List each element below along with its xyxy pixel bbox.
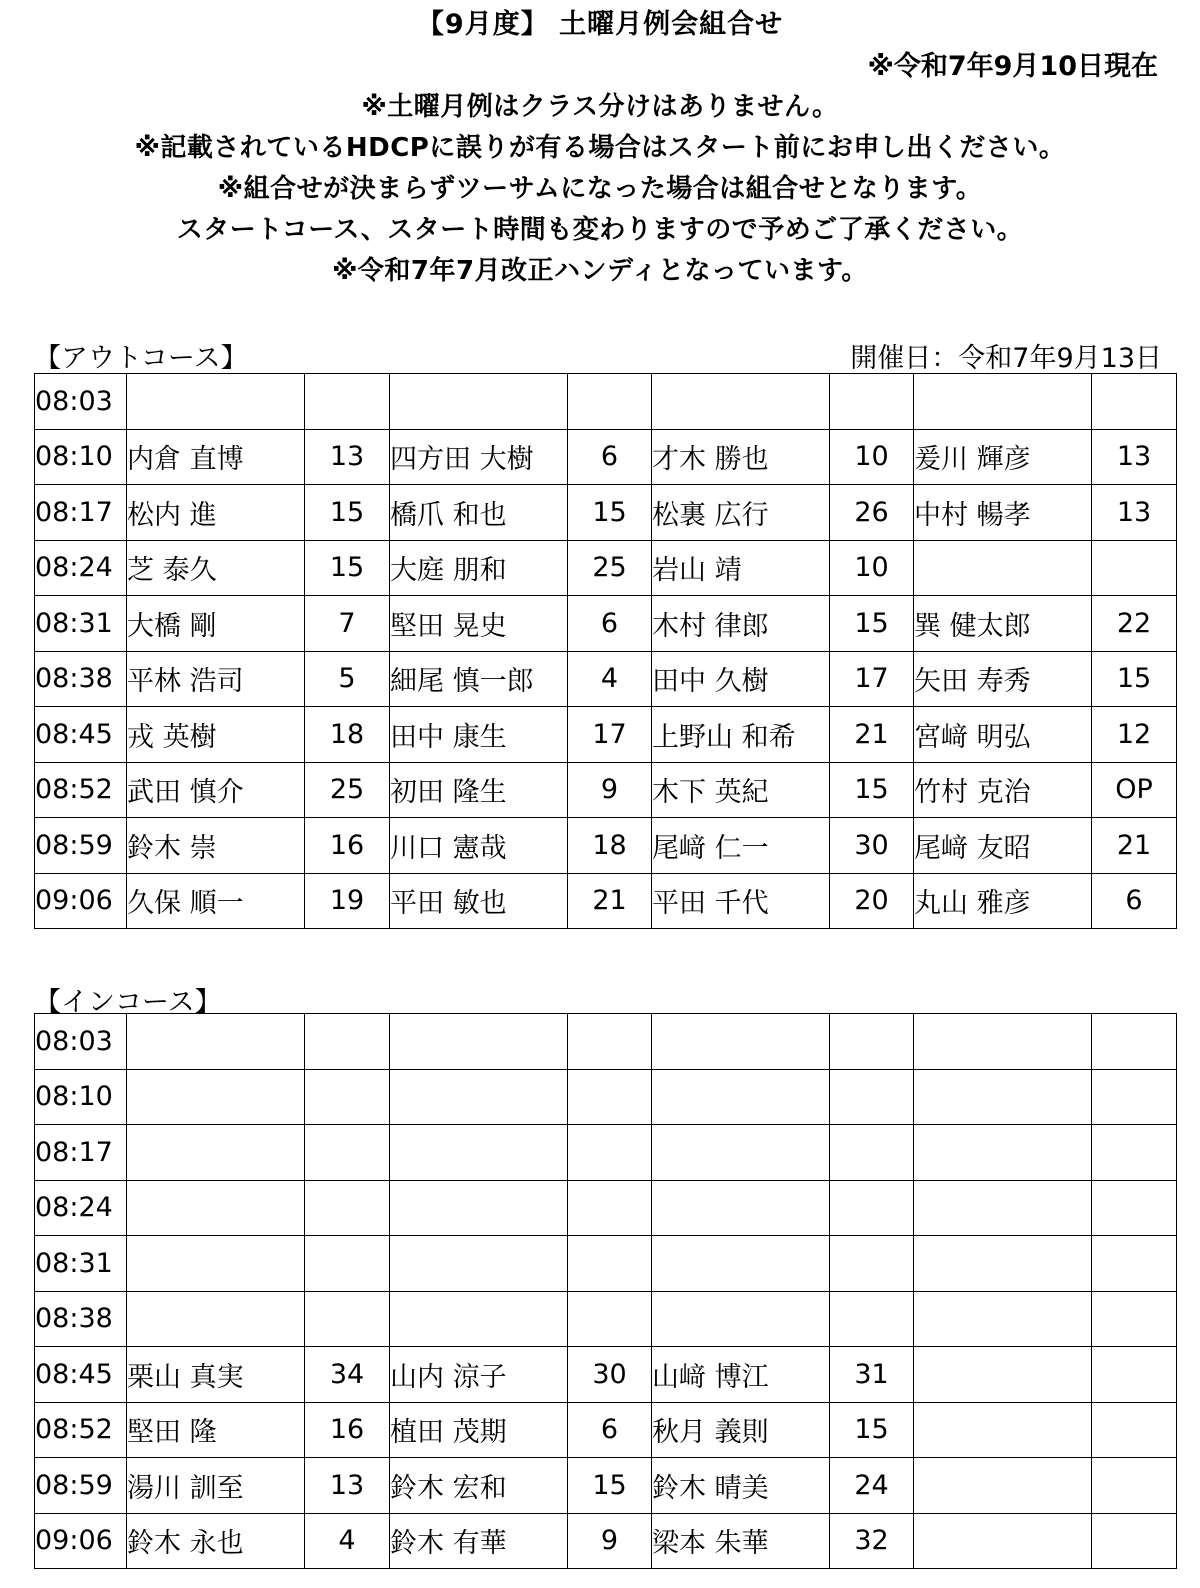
player-name [652,1291,830,1347]
player-hdcp: 26 [830,485,914,541]
table-row [35,1180,1177,1236]
tee-time: 08:17 [35,485,127,541]
player-hdcp [568,1236,652,1292]
tee-time: 08:59 [35,818,127,874]
player-name: 岩山 靖 [652,540,830,596]
player-hdcp: 24 [830,1458,914,1514]
tee-time: 08:45 [35,707,127,763]
tee-time: 08:17 [35,1125,127,1181]
player-hdcp: 6 [568,596,652,652]
player-name [914,1014,1092,1070]
player-hdcp [830,1125,914,1181]
player-hdcp [1092,1402,1177,1458]
player-hdcp: 6 [568,1402,652,1458]
player-name [914,1347,1092,1403]
player-hdcp [1092,1513,1177,1569]
player-name [127,1125,305,1181]
player-hdcp: 18 [568,818,652,874]
player-name: 矢田 寿秀 [914,651,1092,707]
tee-time: 08:31 [35,596,127,652]
player-hdcp: 9 [568,1513,652,1569]
player-name [914,1513,1092,1569]
player-name: 大橋 剛 [127,596,305,652]
player-name: 平田 敏也 [390,873,568,929]
player-hdcp [568,374,652,430]
table-row [35,1402,1177,1458]
player-hdcp [830,1236,914,1292]
player-hdcp: 32 [830,1513,914,1569]
tee-time: 08:24 [35,1180,127,1236]
table-row [35,1014,1177,1070]
table-row [35,651,1177,707]
player-hdcp [305,1180,390,1236]
player-name [914,1236,1092,1292]
player-hdcp: 30 [568,1347,652,1403]
player-hdcp: 13 [1092,429,1177,485]
player-name: 爰川 輝彦 [914,429,1092,485]
player-name: 川口 憲哉 [390,818,568,874]
tee-time: 08:38 [35,651,127,707]
as-of-date: ※令和7年9月10日現在 [867,51,1158,82]
player-name [127,1291,305,1347]
player-hdcp [568,1069,652,1125]
table-row [35,1236,1177,1292]
player-name: 内倉 直博 [127,429,305,485]
player-name: 尾﨑 友昭 [914,818,1092,874]
player-name: 巽 健太郎 [914,596,1092,652]
note-line: スタートコース、スタート時間も変わりますので予めご了承ください。 [176,215,1024,245]
player-name [914,1458,1092,1514]
tee-time: 08:03 [35,374,127,430]
table-row [35,762,1177,818]
player-hdcp [305,1236,390,1292]
player-name: 久保 順一 [127,873,305,929]
player-name: 湯川 訓至 [127,1458,305,1514]
player-name [390,1236,568,1292]
player-hdcp [1092,1236,1177,1292]
player-hdcp: 10 [830,429,914,485]
player-name: 植田 茂期 [390,1402,568,1458]
player-name: 芝 泰久 [127,540,305,596]
tee-time: 08:31 [35,1236,127,1292]
player-hdcp: 13 [305,429,390,485]
player-name: 竹村 克治 [914,762,1092,818]
player-name: 平田 千代 [652,873,830,929]
player-hdcp: 22 [1092,596,1177,652]
player-hdcp [830,1291,914,1347]
player-hdcp: 4 [568,651,652,707]
player-hdcp [305,1014,390,1070]
player-hdcp [568,1291,652,1347]
player-hdcp: 15 [305,485,390,541]
tee-time: 08:52 [35,1402,127,1458]
player-name [390,1180,568,1236]
player-name [127,1236,305,1292]
player-hdcp: 15 [830,762,914,818]
player-name [127,374,305,430]
player-hdcp [830,1180,914,1236]
player-name: 鈴木 宏和 [390,1458,568,1514]
player-hdcp [305,1069,390,1125]
out-course-table [34,373,1177,929]
player-hdcp: 13 [305,1458,390,1514]
note-line: ※令和7年7月改正ハンディとなっています。 [332,256,868,286]
player-name: 鈴木 晴美 [652,1458,830,1514]
player-hdcp: 25 [305,762,390,818]
table-row [35,596,1177,652]
player-name: 秋月 義則 [652,1402,830,1458]
event-date: 開催日：令和7年9月13日 [850,343,1162,374]
player-hdcp [305,1291,390,1347]
player-hdcp [1092,1458,1177,1514]
player-name [652,1236,830,1292]
tee-time: 08:52 [35,762,127,818]
player-name: 梁本 朱華 [652,1513,830,1569]
player-name [914,540,1092,596]
player-hdcp: 5 [305,651,390,707]
player-name [652,374,830,430]
table-row [35,1458,1177,1514]
player-name: 細尾 慎一郎 [390,651,568,707]
tee-time: 08:03 [35,1014,127,1070]
player-hdcp: 17 [568,707,652,763]
player-name [390,1014,568,1070]
player-name [914,1402,1092,1458]
player-name [390,1291,568,1347]
player-hdcp: 21 [568,873,652,929]
player-hdcp [568,1014,652,1070]
player-name: 栗山 真実 [127,1347,305,1403]
player-name: 才木 勝也 [652,429,830,485]
table-row [35,429,1177,485]
player-hdcp [1092,540,1177,596]
player-hdcp [1092,374,1177,430]
player-hdcp [1092,1347,1177,1403]
tee-time: 08:38 [35,1291,127,1347]
player-name: 田中 康生 [390,707,568,763]
player-name: 平林 浩司 [127,651,305,707]
player-hdcp: 15 [830,1402,914,1458]
player-hdcp [568,1125,652,1181]
table-row [35,1125,1177,1181]
table-row [35,707,1177,763]
player-name [127,1069,305,1125]
player-name: 鈴木 崇 [127,818,305,874]
player-hdcp: 25 [568,540,652,596]
tee-time: 09:06 [35,1513,127,1569]
player-name: 田中 久樹 [652,651,830,707]
out-course-label: 【アウトコース】 [34,343,248,374]
player-name [914,1291,1092,1347]
player-name [914,1125,1092,1181]
note-line: ※土曜月例はクラス分けはありません。 [361,92,839,122]
player-hdcp: 13 [1092,485,1177,541]
player-hdcp: 19 [305,873,390,929]
player-name: 四方田 大樹 [390,429,568,485]
player-name [390,1125,568,1181]
player-hdcp [1092,1180,1177,1236]
player-name: 尾﨑 仁一 [652,818,830,874]
player-name: 山内 涼子 [390,1347,568,1403]
player-name: 上野山 和希 [652,707,830,763]
player-name: 木村 律郎 [652,596,830,652]
tee-time: 09:06 [35,873,127,929]
note-line: ※記載されているHDCPに誤りが有る場合はスタート前にお申し出ください。 [134,133,1066,163]
player-name [914,1180,1092,1236]
in-course-label: 【インコース】 [34,987,222,1018]
player-name [390,374,568,430]
player-hdcp: OP [1092,762,1177,818]
player-hdcp: 10 [830,540,914,596]
tee-time: 08:24 [35,540,127,596]
player-hdcp [1092,1014,1177,1070]
player-hdcp: 30 [830,818,914,874]
player-hdcp: 7 [305,596,390,652]
player-name: 鈴木 有華 [390,1513,568,1569]
table-row [35,1347,1177,1403]
player-name [652,1125,830,1181]
player-hdcp [1092,1291,1177,1347]
player-hdcp [830,1069,914,1125]
player-name [390,1069,568,1125]
player-hdcp: 16 [305,1402,390,1458]
table-row [35,485,1177,541]
player-hdcp: 15 [568,1458,652,1514]
player-hdcp: 17 [830,651,914,707]
player-hdcp: 15 [830,596,914,652]
player-name: 宮﨑 明弘 [914,707,1092,763]
table-row [35,1069,1177,1125]
player-hdcp: 34 [305,1347,390,1403]
player-hdcp: 18 [305,707,390,763]
player-name [914,1069,1092,1125]
player-hdcp [1092,1069,1177,1125]
player-hdcp: 15 [305,540,390,596]
player-name: 松裏 広行 [652,485,830,541]
table-row [35,818,1177,874]
player-name: 丸山 雅彦 [914,873,1092,929]
player-name: 大庭 朋和 [390,540,568,596]
player-name: 堅田 晃史 [390,596,568,652]
tee-time: 08:10 [35,1069,127,1125]
player-name: 中村 暢孝 [914,485,1092,541]
tee-time: 08:59 [35,1458,127,1514]
player-name: 松内 進 [127,485,305,541]
player-name: 木下 英紀 [652,762,830,818]
tee-time: 08:45 [35,1347,127,1403]
player-name: 鈴木 永也 [127,1513,305,1569]
player-name: 武田 慎介 [127,762,305,818]
player-hdcp [830,374,914,430]
player-hdcp: 16 [305,818,390,874]
player-hdcp [305,1125,390,1181]
table-row [35,873,1177,929]
player-name [127,1180,305,1236]
player-hdcp: 9 [568,762,652,818]
player-name: 戎 英樹 [127,707,305,763]
player-hdcp: 4 [305,1513,390,1569]
player-hdcp: 21 [830,707,914,763]
player-hdcp: 21 [1092,818,1177,874]
player-hdcp [305,374,390,430]
player-name [652,1069,830,1125]
table-row [35,374,1177,430]
tee-time: 08:10 [35,429,127,485]
player-name [914,374,1092,430]
player-hdcp: 31 [830,1347,914,1403]
player-name: 山﨑 博江 [652,1347,830,1403]
player-name [652,1180,830,1236]
player-name: 初田 隆生 [390,762,568,818]
player-hdcp: 20 [830,873,914,929]
table-row [35,1291,1177,1347]
player-name: 橋爪 和也 [390,485,568,541]
player-hdcp [830,1014,914,1070]
player-hdcp: 6 [1092,873,1177,929]
note-line: ※組合せが決まらずツーサムになった場合は組合せとなります。 [217,174,983,204]
player-hdcp: 15 [1092,651,1177,707]
in-course-table [34,1013,1177,1569]
page-title: 【9月度】 土曜月例会組合せ [416,9,784,40]
player-hdcp: 12 [1092,707,1177,763]
player-hdcp [1092,1125,1177,1181]
player-hdcp [568,1180,652,1236]
player-name: 堅田 隆 [127,1402,305,1458]
table-row [35,1513,1177,1569]
player-name [127,1014,305,1070]
player-hdcp: 15 [568,485,652,541]
table-row [35,540,1177,596]
player-name [652,1014,830,1070]
player-hdcp: 6 [568,429,652,485]
